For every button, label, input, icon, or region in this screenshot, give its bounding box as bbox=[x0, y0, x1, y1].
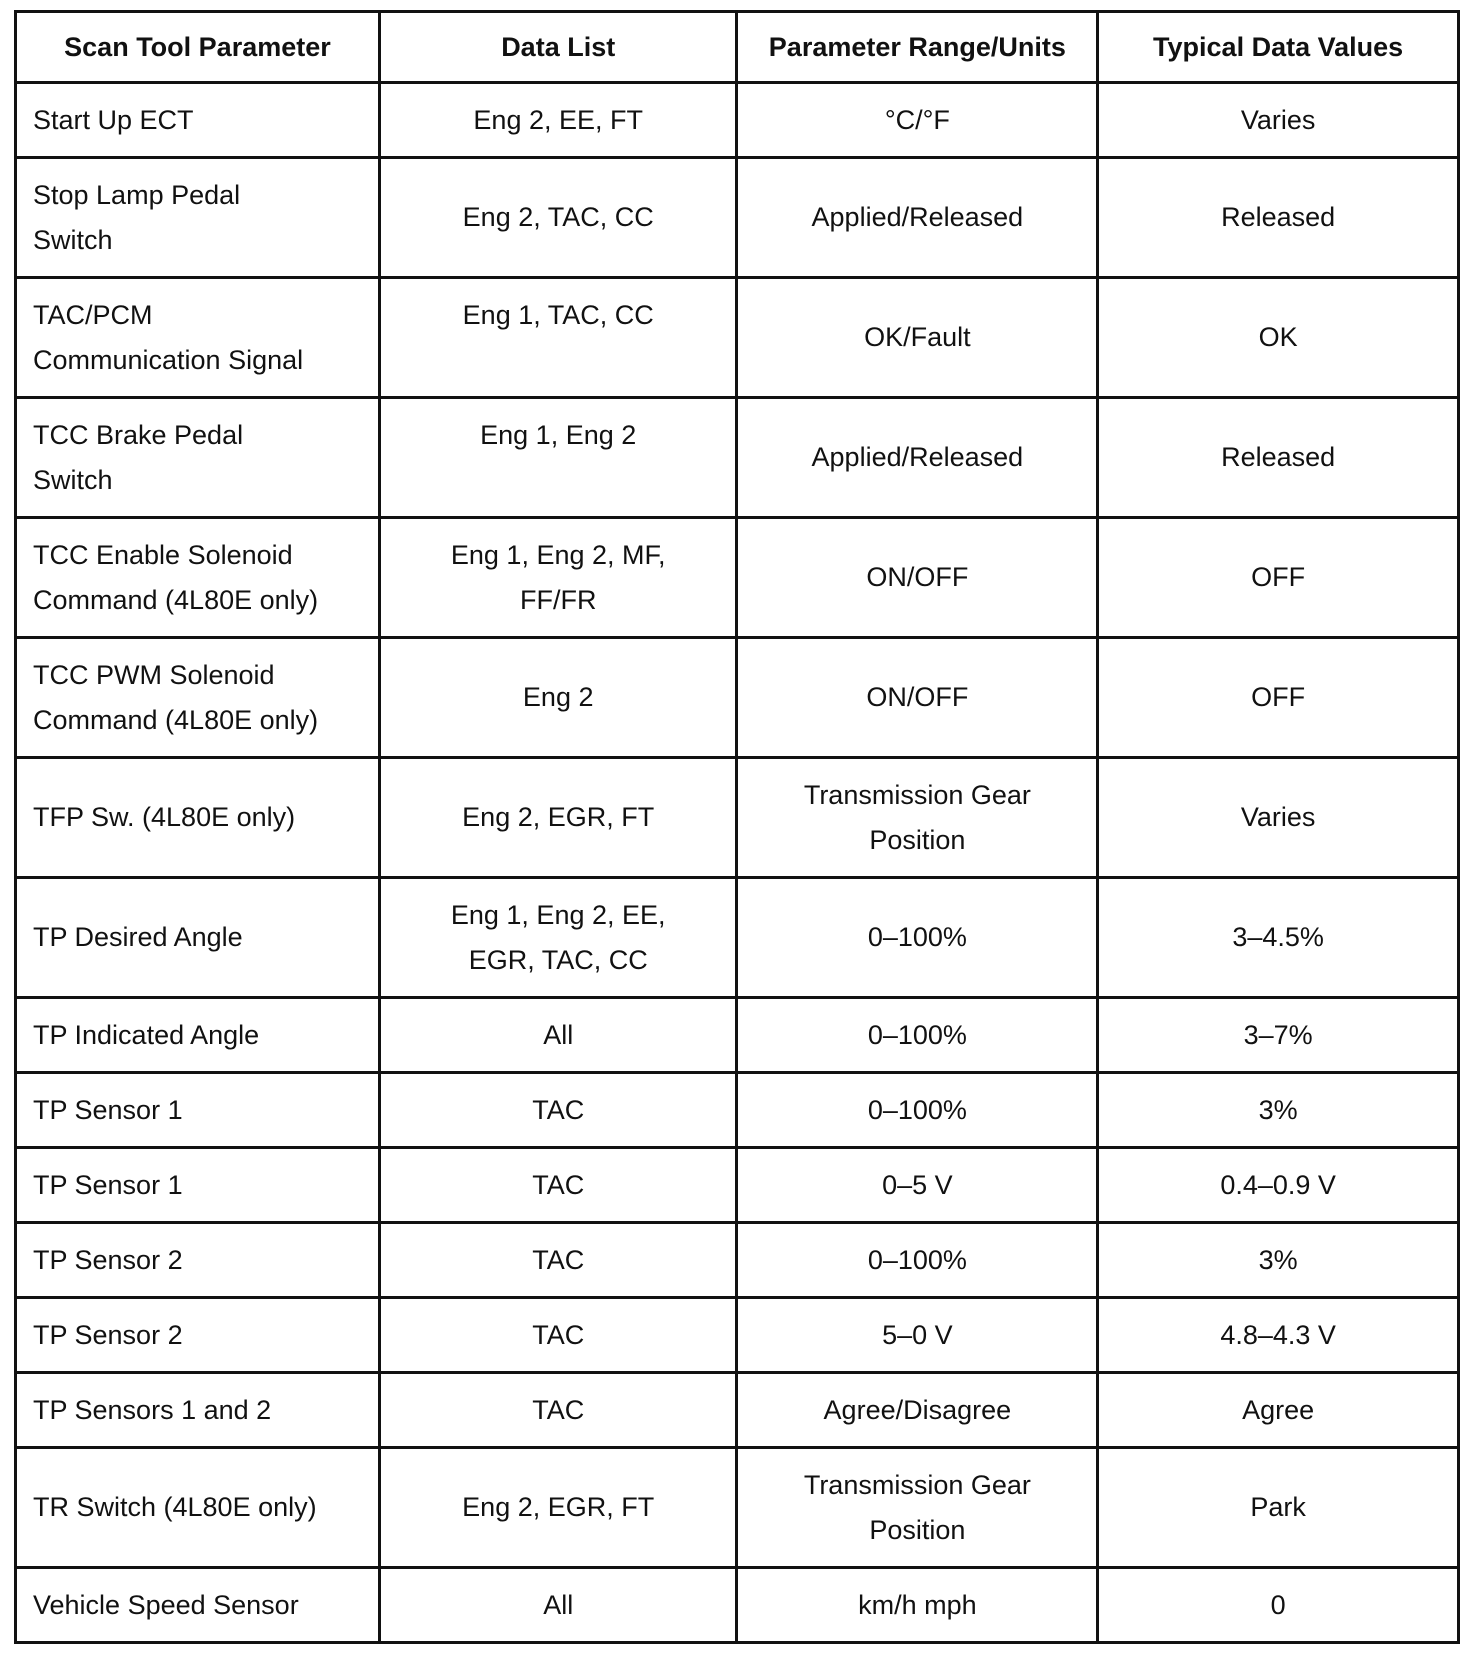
cell-typical-value: 0.4–0.9 V bbox=[1098, 1148, 1459, 1223]
cell-data-list: All bbox=[379, 998, 737, 1073]
cell-typical-value: Park bbox=[1098, 1448, 1459, 1568]
cell-typical-value: OK bbox=[1098, 278, 1459, 398]
cell-data-list: Eng 1, Eng 2, MF, FF/FR bbox=[379, 518, 737, 638]
cell-parameter: TCC Enable Solenoid Command (4L80E only) bbox=[16, 518, 380, 638]
cell-parameter: TCC PWM Solenoid Command (4L80E only) bbox=[16, 638, 380, 758]
cell-typical-value: 0 bbox=[1098, 1568, 1459, 1643]
cell-range-units: ON/OFF bbox=[737, 638, 1098, 758]
cell-typical-value: Agree bbox=[1098, 1373, 1459, 1448]
cell-range-units: Applied/Released bbox=[737, 398, 1098, 518]
cell-data-list: Eng 1, Eng 2, EE, EGR, TAC, CC bbox=[379, 878, 737, 998]
cell-data-list: TAC bbox=[379, 1148, 737, 1223]
cell-data-list: Eng 2, EE, FT bbox=[379, 83, 737, 158]
table-row bbox=[16, 398, 1459, 518]
column-header-data-list: Data List bbox=[379, 12, 737, 83]
cell-range-units: 0–100% bbox=[737, 1073, 1098, 1148]
cell-range-units: 0–100% bbox=[737, 1223, 1098, 1298]
cell-range-units: 5–0 V bbox=[737, 1298, 1098, 1373]
header-row bbox=[16, 12, 1459, 83]
cell-data-list: Eng 1, TAC, CC bbox=[379, 278, 737, 398]
cell-typical-value: 3% bbox=[1098, 1073, 1459, 1148]
table-row bbox=[16, 758, 1459, 878]
cell-typical-value: 3–7% bbox=[1098, 998, 1459, 1073]
cell-range-units: Applied/Released bbox=[737, 158, 1098, 278]
cell-range-units: Transmission Gear Position bbox=[737, 758, 1098, 878]
cell-data-list: Eng 2 bbox=[379, 638, 737, 758]
cell-parameter: TP Indicated Angle bbox=[16, 998, 380, 1073]
cell-range-units: Transmission Gear Position bbox=[737, 1448, 1098, 1568]
table-row bbox=[16, 1448, 1459, 1568]
cell-data-list: Eng 2, TAC, CC bbox=[379, 158, 737, 278]
table-row bbox=[16, 518, 1459, 638]
table-row bbox=[16, 998, 1459, 1073]
scan-tool-data-table bbox=[14, 10, 1460, 1644]
cell-parameter: TP Sensor 1 bbox=[16, 1148, 380, 1223]
cell-parameter: TCC Brake Pedal Switch bbox=[16, 398, 380, 518]
cell-parameter: TP Sensor 2 bbox=[16, 1298, 380, 1373]
cell-parameter: Start Up ECT bbox=[16, 83, 380, 158]
column-header-parameter: Scan Tool Parameter bbox=[16, 12, 380, 83]
cell-range-units: °C/°F bbox=[737, 83, 1098, 158]
cell-range-units: 0–100% bbox=[737, 878, 1098, 998]
cell-typical-value: OFF bbox=[1098, 638, 1459, 758]
cell-data-list: All bbox=[379, 1568, 737, 1643]
table-row bbox=[16, 83, 1459, 158]
cell-parameter: TP Desired Angle bbox=[16, 878, 380, 998]
cell-data-list: TAC bbox=[379, 1373, 737, 1448]
cell-range-units: 0–5 V bbox=[737, 1148, 1098, 1223]
cell-parameter: Stop Lamp Pedal Switch bbox=[16, 158, 380, 278]
table-row bbox=[16, 1298, 1459, 1373]
column-header-typical-values: Typical Data Values bbox=[1098, 12, 1459, 83]
cell-parameter: TP Sensors 1 and 2 bbox=[16, 1373, 380, 1448]
cell-data-list: Eng 2, EGR, FT bbox=[379, 758, 737, 878]
column-header-range-units: Parameter Range/Units bbox=[737, 12, 1098, 83]
cell-typical-value: Released bbox=[1098, 398, 1459, 518]
table-row bbox=[16, 878, 1459, 998]
cell-parameter: TP Sensor 2 bbox=[16, 1223, 380, 1298]
cell-data-list: Eng 1, Eng 2 bbox=[379, 398, 737, 518]
cell-parameter: TP Sensor 1 bbox=[16, 1073, 380, 1148]
cell-range-units: km/h mph bbox=[737, 1568, 1098, 1643]
table-row bbox=[16, 1073, 1459, 1148]
cell-range-units: ON/OFF bbox=[737, 518, 1098, 638]
cell-data-list: Eng 2, EGR, FT bbox=[379, 1448, 737, 1568]
cell-parameter: TFP Sw. (4L80E only) bbox=[16, 758, 380, 878]
cell-typical-value: 3% bbox=[1098, 1223, 1459, 1298]
table-row bbox=[16, 158, 1459, 278]
table-row bbox=[16, 1148, 1459, 1223]
cell-range-units: 0–100% bbox=[737, 998, 1098, 1073]
table-row bbox=[16, 638, 1459, 758]
cell-typical-value: Varies bbox=[1098, 758, 1459, 878]
cell-parameter: Vehicle Speed Sensor bbox=[16, 1568, 380, 1643]
table-row bbox=[16, 1373, 1459, 1448]
cell-range-units: Agree/Disagree bbox=[737, 1373, 1098, 1448]
table-row bbox=[16, 278, 1459, 398]
table-row bbox=[16, 1568, 1459, 1643]
cell-data-list: TAC bbox=[379, 1073, 737, 1148]
cell-parameter: TR Switch (4L80E only) bbox=[16, 1448, 380, 1568]
cell-data-list: TAC bbox=[379, 1223, 737, 1298]
cell-data-list: TAC bbox=[379, 1298, 737, 1373]
cell-typical-value: 4.8–4.3 V bbox=[1098, 1298, 1459, 1373]
cell-parameter: TAC/PCM Communication Signal bbox=[16, 278, 380, 398]
cell-typical-value: Released bbox=[1098, 158, 1459, 278]
cell-typical-value: 3–4.5% bbox=[1098, 878, 1459, 998]
cell-typical-value: Varies bbox=[1098, 83, 1459, 158]
cell-typical-value: OFF bbox=[1098, 518, 1459, 638]
table-row bbox=[16, 1223, 1459, 1298]
cell-range-units: OK/Fault bbox=[737, 278, 1098, 398]
